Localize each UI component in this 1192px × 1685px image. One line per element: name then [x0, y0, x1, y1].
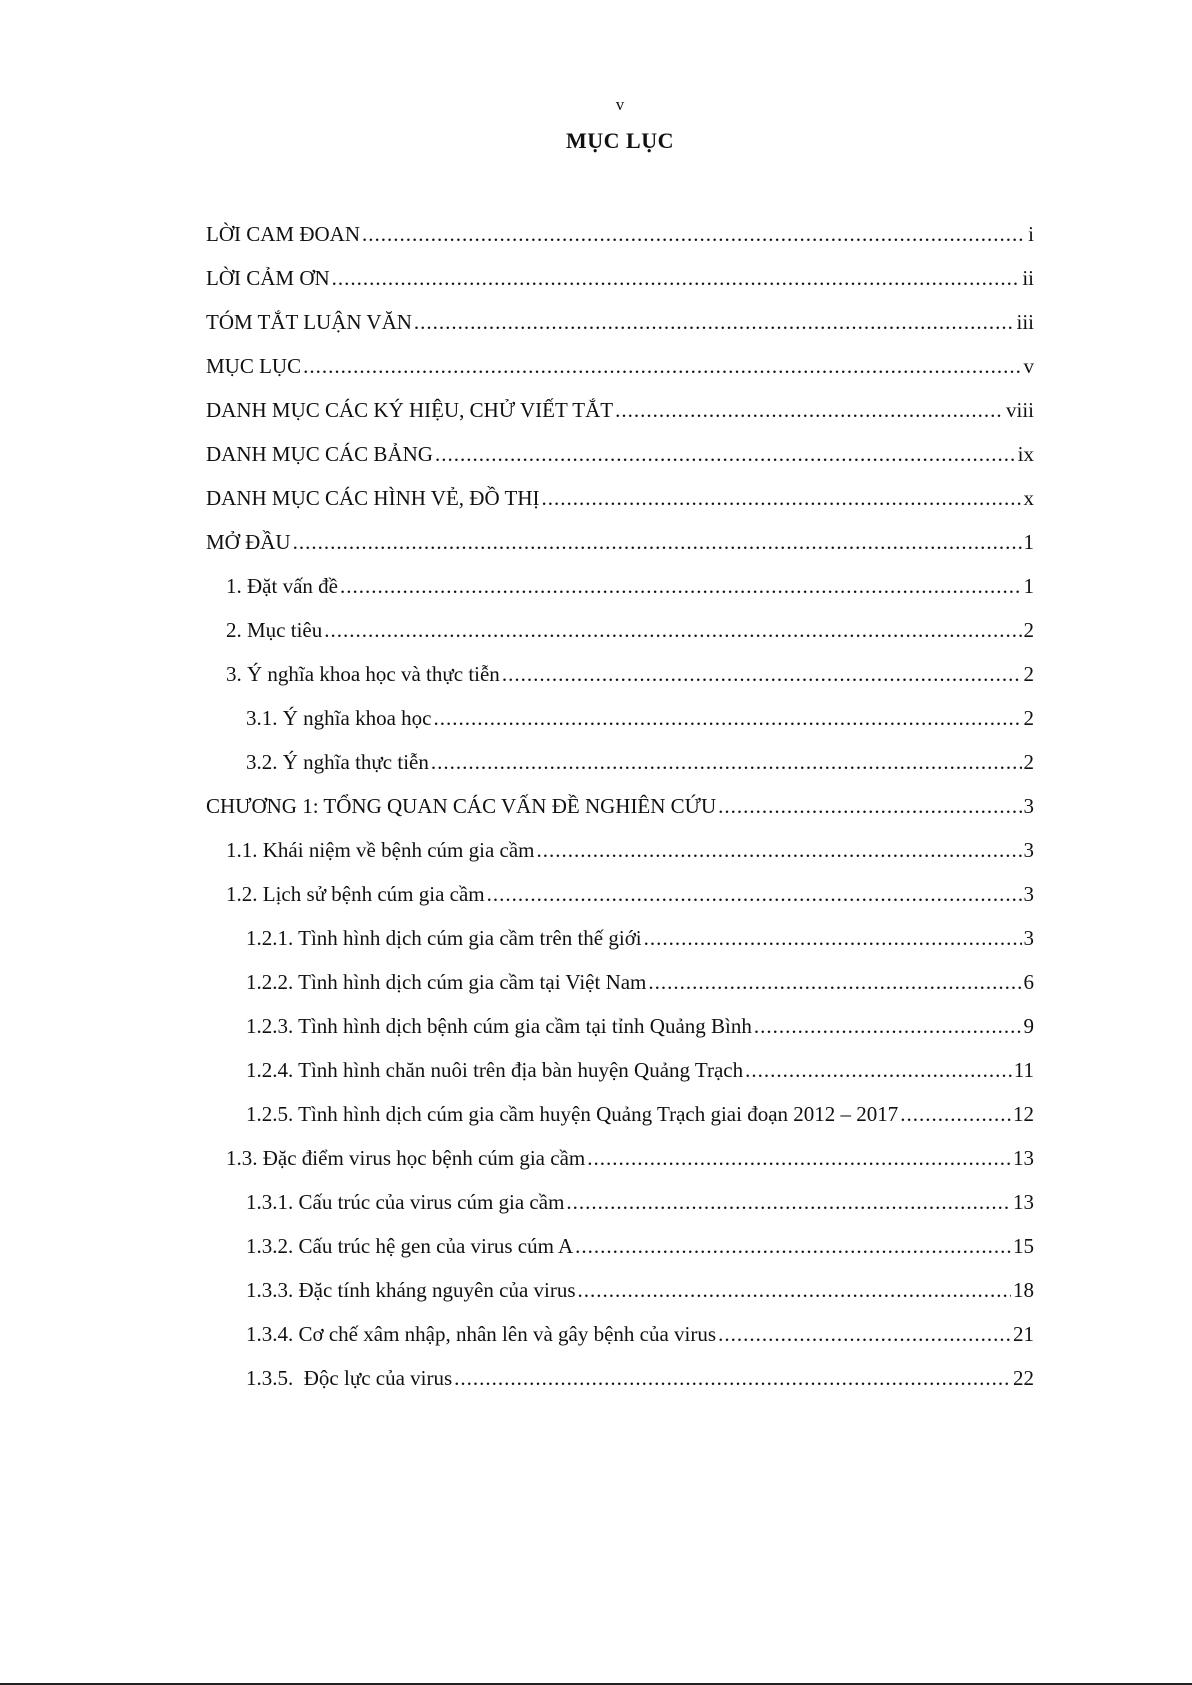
toc-entry-label: 2. Mục tiêu	[226, 618, 323, 642]
toc-entry-label: 1.2.5. Tình hình dịch cúm gia cầm huyện Quảng Trạch giai đoạn 2012 – 2017	[246, 1102, 899, 1126]
toc-dot-leader	[340, 564, 1022, 608]
toc-entry-label: 3.1. Ý nghĩa khoa học	[246, 706, 432, 730]
toc-entry[interactable]	[206, 872, 1034, 916]
toc-entry-page: 9	[1023, 1014, 1034, 1038]
toc-entry-page: x	[1023, 486, 1034, 510]
toc-entry-label: 1.3. Đặc điểm virus học bệnh cúm gia cầm	[226, 1146, 586, 1170]
toc-entry-page: 22	[1013, 1366, 1034, 1390]
toc-entry[interactable]	[206, 740, 1034, 784]
toc-dot-leader	[433, 696, 1021, 740]
toc-entry[interactable]	[206, 960, 1034, 1004]
toc-entry[interactable]	[206, 256, 1034, 300]
toc-dot-leader	[541, 476, 1021, 520]
toc-dot-leader	[362, 212, 1026, 256]
toc-entry[interactable]	[206, 1092, 1034, 1136]
toc-entry[interactable]	[206, 520, 1034, 564]
toc-entry-page: 1	[1023, 530, 1034, 554]
toc-dot-leader	[745, 1048, 1012, 1092]
toc-entry[interactable]	[206, 344, 1034, 388]
toc-entry[interactable]	[206, 916, 1034, 960]
toc-dot-leader	[332, 256, 1021, 300]
toc-entry-label: 1.2.3. Tình hình dịch bệnh cúm gia cầm tại tỉnh Quảng Bình	[246, 1014, 752, 1038]
toc-entry-label: 1.3.3. Đặc tính kháng nguyên của virus	[246, 1278, 576, 1302]
toc-dot-leader	[900, 1092, 1011, 1136]
toc-dot-leader	[502, 652, 1022, 696]
toc-entry-page: 1	[1023, 574, 1034, 598]
toc-entry-label: 1.3.4. Cơ chế xâm nhập, nhân lên và gây bệnh của virus	[246, 1322, 717, 1346]
toc-dot-leader	[324, 608, 1021, 652]
toc-entry-page: 13	[1013, 1146, 1034, 1170]
toc-entry-label: MỞ ĐẦU	[206, 530, 291, 554]
toc-dot-leader	[718, 784, 1021, 828]
toc-entry-page: 18	[1013, 1278, 1034, 1302]
toc-entry-label: DANH MỤC CÁC HÌNH VẺ, ĐỒ THỊ	[206, 486, 540, 510]
table-of-contents	[206, 212, 1034, 1400]
page-number: v	[615, 95, 625, 114]
toc-entry-page: 15	[1013, 1234, 1034, 1258]
toc-entry-page: 6	[1023, 970, 1034, 994]
toc-entry-page: 3	[1023, 882, 1034, 906]
toc-dot-leader	[454, 1356, 1011, 1400]
toc-entry-page: 2	[1023, 750, 1034, 774]
toc-entry[interactable]	[206, 1356, 1034, 1400]
toc-dot-leader	[487, 872, 1022, 916]
toc-entry-page: 2	[1023, 618, 1034, 642]
toc-entry-page: 11	[1013, 1058, 1034, 1082]
toc-entry[interactable]	[206, 564, 1034, 608]
toc-entry-page: 3	[1023, 794, 1034, 818]
toc-dot-leader	[648, 960, 1021, 1004]
toc-entry-label: CHƯƠNG 1: TỔNG QUAN CÁC VẤN ĐỀ NGHIÊN CỨU	[206, 794, 717, 818]
toc-entry-page: i	[1028, 222, 1034, 246]
toc-entry[interactable]	[206, 1048, 1034, 1092]
toc-entry-label: 1. Đặt vấn đề	[226, 574, 338, 598]
toc-dot-leader	[303, 344, 1021, 388]
toc-entry-label: 1.2.2. Tình hình dịch cúm gia cầm tại Việt Nam	[246, 970, 647, 994]
toc-entry-page: 3	[1023, 926, 1034, 950]
page-title: MỤC LỤC	[566, 128, 674, 153]
toc-entry[interactable]	[206, 388, 1034, 432]
toc-dot-leader	[435, 432, 1016, 476]
toc-entry-label: 3.2. Ý nghĩa thực tiễn	[246, 750, 429, 774]
toc-dot-leader	[615, 388, 1004, 432]
toc-entry[interactable]	[206, 1312, 1034, 1356]
toc-entry[interactable]	[206, 696, 1034, 740]
toc-entry-page: ii	[1022, 266, 1034, 290]
toc-entry-label: DANH MỤC CÁC BẢNG	[206, 442, 433, 466]
toc-entry[interactable]	[206, 1268, 1034, 1312]
toc-entry-page: v	[1023, 354, 1034, 378]
toc-entry-page: 13	[1013, 1190, 1034, 1214]
toc-dot-leader	[644, 916, 1022, 960]
toc-entry[interactable]	[206, 432, 1034, 476]
toc-dot-leader	[537, 828, 1022, 872]
toc-entry-page: 21	[1013, 1322, 1034, 1346]
toc-entry-page: ix	[1017, 442, 1034, 466]
toc-entry-label: 3. Ý nghĩa khoa học và thực tiễn	[226, 662, 500, 686]
toc-entry-label: DANH MỤC CÁC KÝ HIỆU, CHỬ VIẾT TẮT	[206, 398, 614, 422]
toc-dot-leader	[575, 1224, 1011, 1268]
toc-dot-leader	[754, 1004, 1022, 1048]
toc-entry[interactable]	[206, 784, 1034, 828]
toc-dot-leader	[718, 1312, 1011, 1356]
toc-entry-page: 12	[1013, 1102, 1034, 1126]
toc-entry-label: 1.2.1. Tình hình dịch cúm gia cầm trên thế giới	[246, 926, 642, 950]
toc-entry[interactable]	[206, 1224, 1034, 1268]
toc-entry-label: 1.1. Khái niệm về bệnh cúm gia cầm	[226, 838, 535, 862]
toc-entry-page: 3	[1023, 838, 1034, 862]
toc-dot-leader	[578, 1268, 1011, 1312]
toc-entry-label: TÓM TẮT LUẬN VĂN	[206, 310, 412, 334]
toc-entry-label: 1.2.4. Tình hình chăn nuôi trên địa bàn huyện Quảng Trạch	[246, 1058, 744, 1082]
toc-entry-page: iii	[1016, 310, 1034, 334]
toc-entry-label: 1.3.1. Cấu trúc của virus cúm gia cầm	[246, 1190, 565, 1214]
toc-entry[interactable]	[206, 1180, 1034, 1224]
toc-entry[interactable]	[206, 1004, 1034, 1048]
toc-entry-page: 2	[1023, 706, 1034, 730]
toc-entry[interactable]	[206, 608, 1034, 652]
toc-entry[interactable]	[206, 300, 1034, 344]
toc-dot-leader	[587, 1136, 1011, 1180]
toc-entry[interactable]	[206, 1136, 1034, 1180]
toc-entry-page: 2	[1023, 662, 1034, 686]
toc-entry-label: LỜI CẢM ƠN	[206, 266, 330, 290]
toc-entry[interactable]	[206, 212, 1034, 256]
toc-entry-label: MỤC LỤC	[206, 354, 302, 378]
toc-entry-page: viii	[1005, 398, 1034, 422]
toc-dot-leader	[566, 1180, 1011, 1224]
toc-entry-label: 1.3.5. Độc lực của virus	[246, 1366, 453, 1390]
toc-entry-label: 1.2. Lịch sử bệnh cúm gia cầm	[226, 882, 485, 906]
toc-entry[interactable]	[206, 828, 1034, 872]
toc-entry-label: LỜI CAM ĐOAN	[206, 222, 360, 246]
toc-dot-leader	[431, 740, 1022, 784]
toc-entry[interactable]	[206, 476, 1034, 520]
toc-dot-leader	[293, 520, 1022, 564]
toc-entry-label: 1.3.2. Cấu trúc hệ gen của virus cúm A	[246, 1234, 574, 1258]
toc-dot-leader	[414, 300, 1015, 344]
toc-entry[interactable]	[206, 652, 1034, 696]
